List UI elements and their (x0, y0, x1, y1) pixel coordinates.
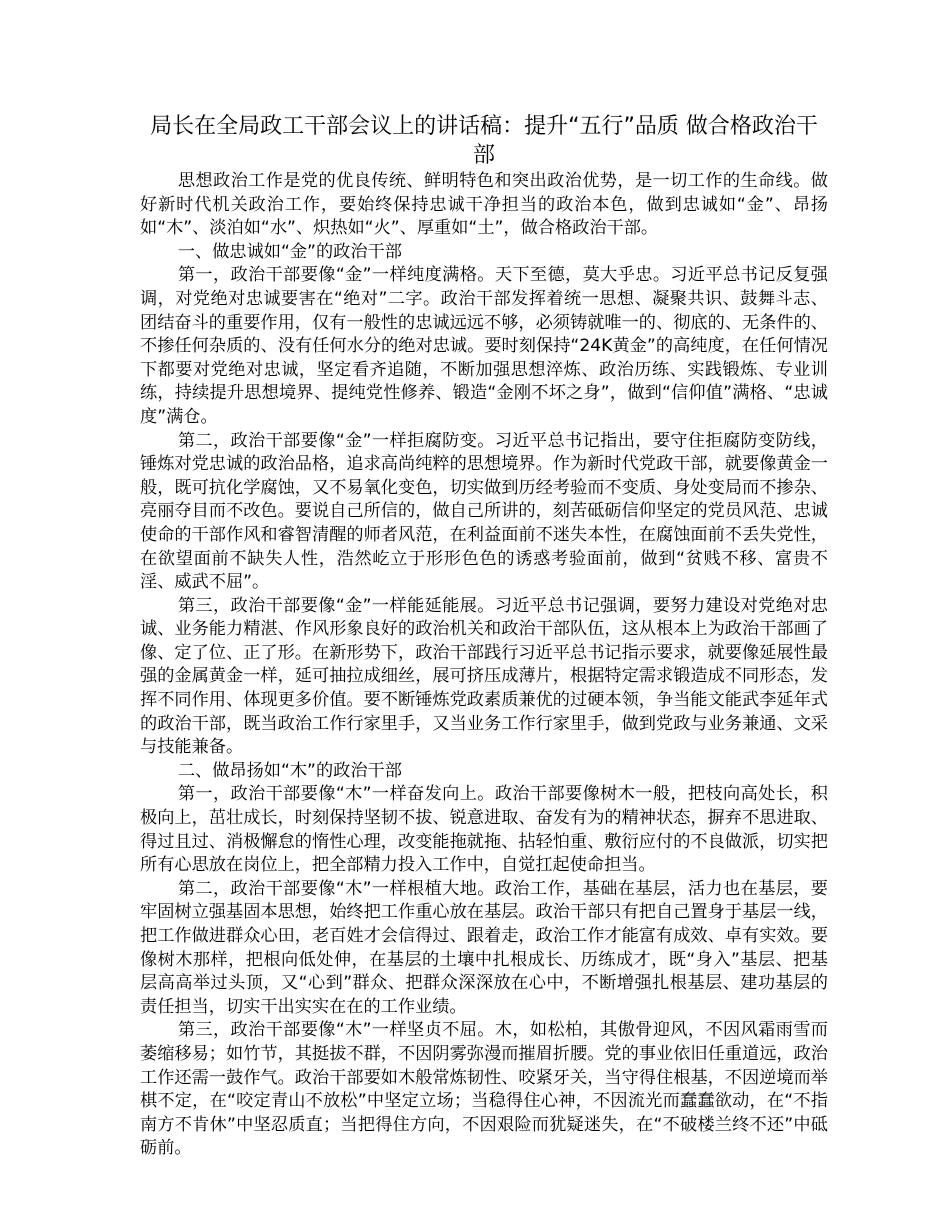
document-page (140, 112, 828, 1161)
body-paragraph: 第三，政治干部要像“木”一样坚贞不屈。木，如松柏，其傲骨迎风，不因风霜雨雪而萎缩移易；如竹节，其挺拔不群，不因阴雾弥漫而摧眉折腰。党的事业依旧任重道远，政治工作还需一鼓作气。政治干部要如木般常炼韧性、咬紧牙关，当守得住根基，不因逆境而举棋不定，在“咬定青山不放松”中坚定立场；当稳得住心神，不因流光而蠢蠢欲动，在“不指南方不肯休”中坚忍质直；当把得住方向，不因艰险而犹疑迷失，在“不破楼兰终不还”中砥砺前。 (140, 1020, 828, 1159)
body-paragraph: 第一，政治干部要像“金”一样纯度满格。天下至德，莫大乎忠。习近平总书记反复强调，对党绝对忠诚要害在“绝对”二字。政治干部发挥着统一思想、凝聚共识、鼓舞斗志、团结奋斗的重要作用，仅有一般性的忠诚远远不够，必须铸就唯一的、彻底的、无条件的、不掺任何杂质的、没有任何水分的绝对忠诚。要时刻保持“24K黄金”的高纯度，在任何情况下都要对党绝对忠诚，坚定看齐追随，不断加强思想淬炼、政治历练、实践锻炼、专业训练，持续提升思想境界、提纯党性修养、锻造“金刚不坏之身”，做到“信仰值”满格、“忠诚度”满仓。 (140, 265, 828, 427)
document-body (140, 170, 828, 1161)
section-heading-wood: 二、做昂扬如“木”的政治干部 (177, 760, 402, 781)
document-title: 局长在全局政工干部会议上的讲话稿：提升“五行”品质 做合格政治干部 (150, 114, 818, 168)
body-paragraph: 第二，政治干部要像“木”一样根植大地。政治工作，基础在基层，活力也在基层，要牢固树立强基固本思想，始终把工作重心放在基层。政治干部只有把自己置身于基层一线，把工作做进群众心田，老百姓才会信得过、跟着走，政治工作才能富有成效、卓有实效。要像树木那样，把根向低处伸，在基层的土壤中扎根成长、历练成才，既“身入”基层、把基层高高举过头顶，又“心到”群众、把群众深深放在心中，不断增强扎根基层、建功基层的责任担当，切实干出实实在在的工作业绩。 (140, 878, 828, 1017)
body-paragraph: 第二，政治干部要像“金”一样拒腐防变。习近平总书记指出，要守住拒腐防变防线，锤炼对党忠诚的政治品格，追求高尚纯粹的思想境界。作为新时代党政干部，就要像黄金一般，既可抗化学腐蚀，又不易氧化变色，切实做到历经考验而不变质、身处变局而不掺杂、亮丽夺目而不改色。要说自己所信的，做自己所讲的，刻苦砥砺信仰坚定的党员风范、忠诚使命的干部作风和睿智清醒的师者风范，在利益面前不迷失本性，在腐蚀面前不丢失党性，在欲望面前不缺失人性，浩然屹立于形形色色的诱惑考验面前，做到“贫贱不移、富贵不淫、威武不屈”。 (140, 430, 828, 593)
body-paragraph: 第三，政治干部要像“金”一样能延能展。习近平总书记强调，要努力建设对党绝对忠诚、业务能力精湛、作风形象良好的政治机关和政治干部队伍，这从根本上为政治干部画了像、定了位、正了形。在新形势下，政治干部践行习近平总书记指示要求，就要像延展性最强的金属黄金一样，延可抽拉成细丝，展可挤压成薄片，根据特定需求锻造成不同形态，发挥不同作用、体现更多价值。要不断锤炼党政素质兼优的过硬本领，争当能文能武李延年式的政治干部，既当政治工作行家里手，又当业务工作行家里手，做到党政与业务兼通、文采与技能兼备。 (140, 595, 828, 758)
body-paragraph: 第一，政治干部要像“木”一样奋发向上。政治干部要像树木一般，把枝向高处长，积极向上，茁壮成长，时刻保持坚韧不拔、锐意进取、奋发有为的精神状态，摒弃不思进取、得过且过、消极懈怠的惰性心理，改变能拖就拖、拈轻怕重、敷衍应付的不良做派，切实把所有心思放在岗位上，把全部精力投入工作中，自觉扛起使命担当。 (140, 784, 828, 876)
section-heading-gold: 一、做忠诚如“金”的政治干部 (177, 241, 402, 262)
intro-paragraph: 思想政治工作是党的优良传统、鲜明特色和突出政治优势，是一切工作的生命线。做好新时代机关政治工作，要始终保持忠诚干净担当的政治本色，做到忠诚如“金”、昂扬如“木”、淡泊如“水”、炽热如“火”、厚重如“土”，做合格政治干部。 (140, 171, 828, 239)
